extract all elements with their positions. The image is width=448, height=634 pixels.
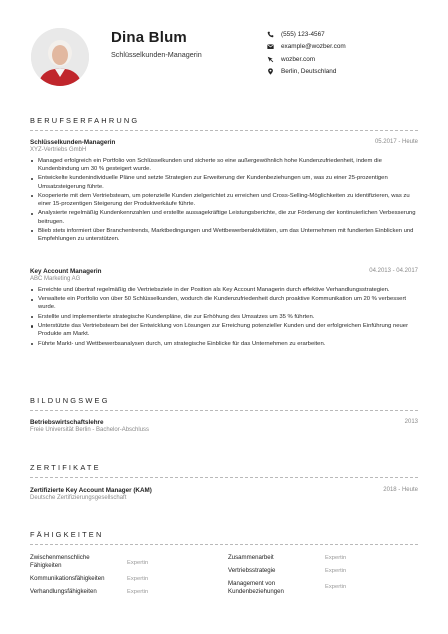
job-bullets	[30, 157, 418, 243]
skill-level: Expertin	[325, 568, 347, 574]
skill-name: Zwischenmenschliche Fähigkeiten	[30, 554, 90, 569]
section-title-education: BILDUNGSWEG	[30, 396, 110, 405]
skill-name: Management von Kundenbeziehungen	[228, 580, 284, 595]
bullet-item: Kooperierte mit dem Vertriebsteam, um potenzielle Kunden zielgerichtet zu erreichen und Cross-Selling-Möglichkeiten zu identifizieren, was zu einer 15-prozentigen Steigerung der Produktverkäufe führte.	[30, 192, 418, 208]
job-date: 04.2013 - 04.2017	[369, 268, 418, 274]
link-icon	[267, 56, 281, 63]
bullet-item: Entwickelte kundenindividuelle Pläne und setzte Strategien zur Erweiterung der Kundenbeziehungen um, was zu einer 25-prozentigen Umsatzsteigerung führte.	[30, 174, 418, 190]
divider	[30, 130, 418, 131]
education-institution: Freie Universität Berlin - Bachelor-Abschluss	[30, 427, 150, 433]
bullet-item: Führte Markt- und Wettbewerbsanalysen durch, um strategische Einblicke für das Unternehmen zu erarbeiten.	[30, 340, 418, 348]
phone-icon	[267, 31, 281, 38]
contact-website[interactable]	[267, 53, 437, 66]
skills-section	[30, 530, 418, 539]
certificate-title: Zertifizierte Key Account Manager (KAM)	[30, 487, 152, 494]
bullet-item: Erreichte und übertraf regelmäßig die Vertriebsziele in der Position als Key Account Managerin durch effektive Verhandlungsstrategien.	[30, 286, 418, 294]
skill-level: Expertin	[127, 560, 149, 566]
contact-email[interactable]	[267, 41, 437, 54]
contact-list	[267, 28, 437, 78]
bullet-item: Managed erfolgreich ein Portfolio von Schlüsselkunden und sicherte so eine außergewöhnlich hohe Kundenzufriedenheit, indem die Kundenbindung um 30 % gesteigert wurde.	[30, 157, 418, 173]
job-bullets	[30, 286, 418, 348]
section-title-skills: FÄHIGKEITEN	[30, 530, 104, 539]
email-icon	[267, 43, 281, 50]
education-item	[30, 419, 418, 433]
skill-level: Expertin	[127, 589, 149, 595]
profile-photo	[31, 28, 89, 86]
certificate-date: 2018 - Heute	[383, 487, 418, 493]
divider	[30, 410, 418, 411]
skills-grid	[30, 551, 418, 603]
certificate-issuer: Deutsche Zertifizierungsgesellschaft	[30, 495, 127, 501]
experience-section	[30, 116, 418, 125]
bullet-item: Analysierte regelmäßig Kundenkennzahlen und erstellte aussagekräftige Leistungsberichte, die zur Förderung der kontinuierlichen Verbesserung beitrugen.	[30, 209, 418, 225]
bullet-item: Blieb stets informiert über Branchentrends, Marktbedingungen und Wettbewerberaktivitäten, um das Unternehmen mit fundierten Einblicken und Empfehlungen zu unterstützen.	[30, 227, 418, 243]
education-title: Betriebswirtschaftslehre	[30, 419, 104, 426]
skill-level: Expertin	[325, 584, 347, 590]
contact-location	[267, 66, 437, 79]
job-title: Schlüsselkunden-Managerin	[30, 139, 116, 146]
candidate-name: Dina Blum	[111, 29, 187, 46]
section-title-experience: BERUFSERFAHRUNG	[30, 116, 140, 125]
location-icon	[267, 68, 281, 75]
job-company: ABC Marketing AG	[30, 276, 81, 282]
divider	[30, 477, 418, 478]
skill-name: Verhandlungsfähigkeiten	[30, 588, 97, 595]
skill-name: Zusammenarbeit	[228, 554, 274, 561]
job-date: 05.2017 - Heute	[374, 139, 418, 145]
contact-location-text: Berlin, Deutschland	[281, 68, 337, 76]
education-section	[30, 396, 418, 405]
candidate-role: Schlüsselkunden-Managerin	[111, 50, 202, 59]
job-entry	[30, 268, 418, 349]
contact-email-text[interactable]: example@wozber.com	[281, 43, 346, 51]
skill-name: Kommunikationsfähigkeiten	[30, 575, 105, 582]
certificates-section	[30, 463, 418, 472]
bullet-item: Erstellte und implementierte strategische Kundenpläne, die zur Erhöhung des Umsatzes um 35 % führten.	[30, 313, 418, 321]
skill-level: Expertin	[127, 576, 149, 582]
certificate-item	[30, 487, 418, 501]
job-entry	[30, 139, 418, 244]
education-date: 2013	[404, 419, 418, 425]
job-company: XYZ-Vertriebs GmbH	[30, 147, 87, 153]
contact-website-text[interactable]: wozber.com	[281, 55, 316, 63]
skill-level: Expertin	[325, 555, 347, 561]
divider	[30, 544, 418, 545]
bullet-item: Unterstützte das Vertriebsteam bei der Entwicklung von Lösungen zur Erreichung potenzieller Kunden und der erfolgreichen Einführung neuer Produkte am Markt.	[30, 322, 418, 338]
bullet-item: Verwaltete ein Portfolio von über 50 Schlüsselkunden, wodurch die Kundenzufriedenheit durch proaktive Kommunikation um 20 % verbessert wurde.	[30, 295, 418, 311]
contact-phone-text: (555) 123-4567	[281, 30, 325, 38]
job-title: Key Account Managerin	[30, 268, 102, 275]
section-title-certificates: ZERTIFIKATE	[30, 463, 101, 472]
skill-name: Vertriebsstrategie	[228, 567, 276, 574]
contact-phone	[267, 28, 437, 41]
